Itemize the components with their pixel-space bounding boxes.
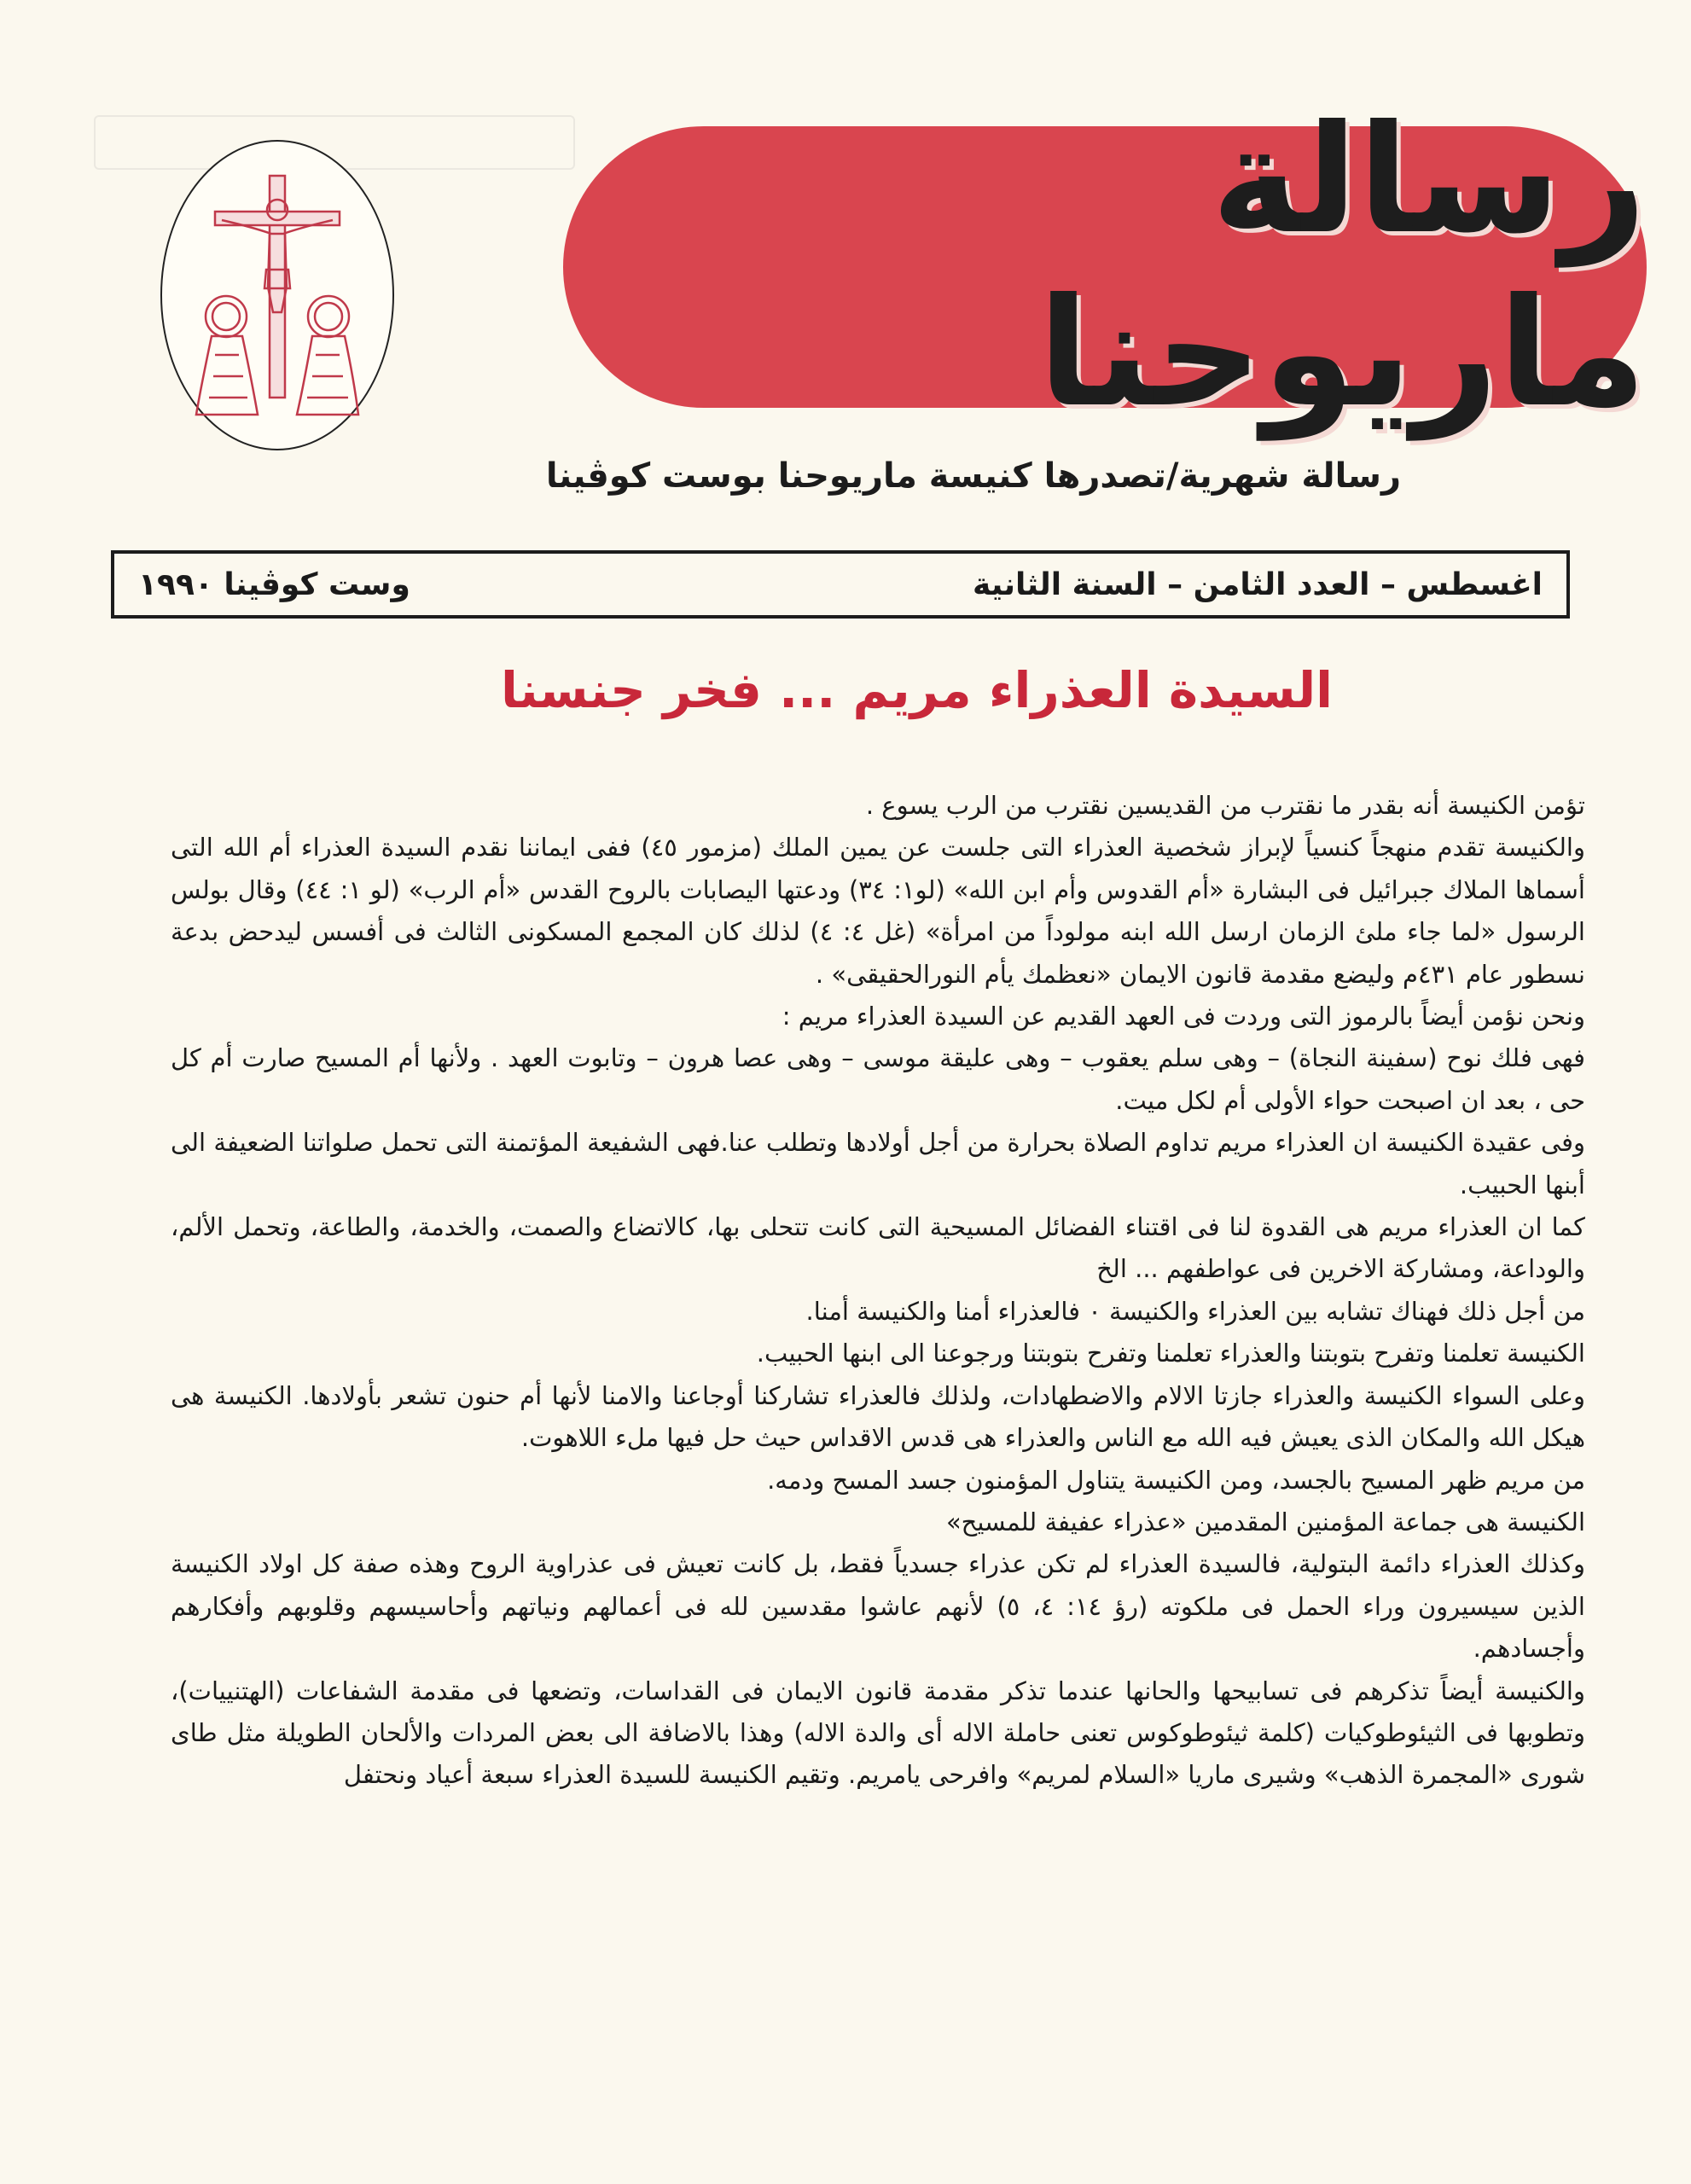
crucifixion-icon <box>162 142 392 449</box>
article-paragraph: وعلى السواء الكنيسة والعذراء جازتا الالام والاضطهادات، ولذلك فالعذراء تشاركنا أوجاعنا والامنا لأنها أم حنون تشعر بأولادها. الكنيسة هى هيكل الله والمكان الذى يعيش فيه الله مع الناس والعذراء هى قدس الاقداس حيث حل فيها ملء اللاهوت. <box>171 1380 1585 1453</box>
article-paragraph: وكذلك العذراء دائمة البتولية، فالسيدة العذراء لم تكن عذراء جسدياً فقط، بل كانت تعيش فى عذراوية الروح وهذه صفة كل اولاد الكنيسة الذين سيسيرون وراء الحمل فى ملكوته (رؤ ١٤: ٤، ٥) لأنهم عاشوا مقدسين لله فى أعمالهم ونياتهم وأحاسيسهم وقلوبهم وأفكارهم وأجسادهم. <box>171 1549 1585 1664</box>
masthead-subtitle: رسالة شهرية/تصدرها كنيسة ماريوحنا بوست كوڤينا <box>545 456 1401 496</box>
church-logo <box>160 140 394 450</box>
article-paragraph: الكنيسة تعلمنا وتفرح بتوبتنا والعذراء تعلمنا وتفرح بتوبتنا ورجوعنا الى ابنها الحبيب. <box>756 1339 1585 1368</box>
article-paragraph: ونحن نؤمن أيضاً بالرموز التى وردت فى العهد القديم عن السيدة العذراء مريم : <box>782 1002 1585 1031</box>
article-paragraph: الكنيسة هى جماعة المؤمنين المقدمين «عذراء عفيفة للمسيح» <box>945 1507 1585 1536</box>
article-paragraph: من مريم ظهر المسيح بالجسد، ومن الكنيسة يتناول المؤمنون جسد المسح ودمه. <box>767 1465 1585 1495</box>
article-paragraph: كما ان العذراء مريم هى القدوة لنا فى اقتناء الفضائل المسيحية التى كانت تتحلى بها، كالاتضاع والصمت، والخدمة، والطاعة، وتحمل الألم، والوداعة، ومشاركة الاخرين فى عواطفهم ... الخ <box>171 1212 1585 1284</box>
issue-date: اغسطس – العدد الثامن – السنة الثانية <box>972 566 1543 602</box>
article-paragraph: تؤمن الكنيسة أنه بقدر ما نقترب من القديسين نقترب من الرب يسوع . <box>865 791 1585 820</box>
issue-location-year: وست كوڤينا ١٩٩٠ <box>138 566 410 602</box>
article-paragraph: وفى عقيدة الكنيسة ان العذراء مريم تداوم الصلاة بحرارة من أجل أولادها وتطلب عنا.فهى الشفيعة المؤتمنة التى تحمل صلواتنا الضعيفة الى أبنها الحبيب. <box>171 1128 1585 1199</box>
masthead-banner <box>563 94 1647 440</box>
article-body <box>171 785 1585 1797</box>
masthead-title: رسالة ماريوحنا <box>1037 94 1647 440</box>
article-paragraph: من أجل ذلك فهناك تشابه بين العذراء والكنيسة ٠ فالعذراء أمنا والكنيسة أمنا. <box>805 1296 1585 1326</box>
issue-info-box <box>111 550 1570 619</box>
article-paragraph: والكنيسة تقدم منهجاً كنسياً لإبراز شخصية العذراء التى جلست عن يمين الملك (مزمور ٤٥) ففى ايماننا نقدم السيدة العذراء أم الله التى أسماها الملاك جبرائيل فى البشارة «أم القدوس وأم ابن الله» (لو١: ٣٤) ودعتها اليصابات بالروح القدس «أم الرب» (لو ١: ٤٤) وقال بولس الرسول «لما جاء ملئ الزمان ارسل الله ابنه مولوداً من امرأة» (غل ٤: ٤) لذلك كان المجمع المسكونى الثالث فى أفسس ليدحض بدعة نسطور عام ٤٣١م وليضع مقدمة قانون الايمان «نعظمك يأم النورالحقيقى» . <box>171 833 1585 989</box>
article-paragraph: والكنيسة أيضاً تذكرهم فى تسابيحها والحانها عندما تذكر مقدمة قانون الايمان فى القداسات، وتضعها فى مقدمة الشفاعات (الهتنييات)، وتطوبها فى الثيئوطوكيات (كلمة ثيئوطوكوس تعنى حاملة الاله أى والدة الاله) وهذا بالاضافة الى بعض المردات والألحان الطويلة مثل طاى شورى «المجمرة الذهب» وشيرى ماريا «السلام لمريم» وافرحى يامريم. وتقيم الكنيسة للسيدة العذراء سبعة أعياد ونحتفل <box>171 1676 1585 1790</box>
article-paragraph: فهى فلك نوح (سفينة النجاة) – وهى سلم يعقوب – وهى عليقة موسى – وهى عصا هرون – وتابوت العهد . ولأنها أم المسيح صارت أم كل حى ، بعد ان اصبحت حواء الأولى أم لكل ميت. <box>171 1043 1585 1115</box>
article-headline: السيدة العذراء مريم ... فخر جنسنا <box>500 661 1333 719</box>
